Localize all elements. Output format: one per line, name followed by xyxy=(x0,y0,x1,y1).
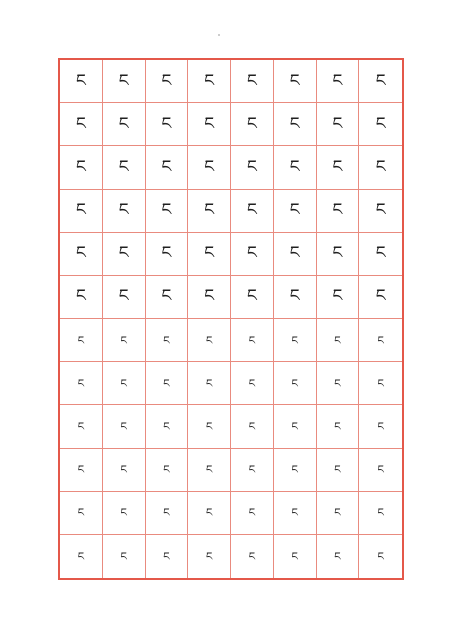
grid-cell: ང xyxy=(274,319,317,362)
grid-cell: ང xyxy=(60,319,103,362)
grid-cell: ང xyxy=(146,233,189,276)
grid-cell: ང xyxy=(317,535,360,578)
grid-cell: ང xyxy=(274,405,317,448)
grid-cell: ང xyxy=(103,449,146,492)
grid-cell: ང xyxy=(274,492,317,535)
grid-cell: ང xyxy=(274,103,317,146)
grid-cell: ང xyxy=(60,449,103,492)
grid-cell: ང xyxy=(146,103,189,146)
grid-cell: ང xyxy=(317,362,360,405)
grid-cell: ང xyxy=(231,535,274,578)
grid-cell: ང xyxy=(103,146,146,189)
grid-cell: ང xyxy=(188,233,231,276)
grid-cell: ང xyxy=(359,362,402,405)
grid-cell: ང xyxy=(188,449,231,492)
grid-cell: ང xyxy=(317,492,360,535)
grid-cell: ང xyxy=(146,449,189,492)
grid-cell: ང xyxy=(231,146,274,189)
grid-cell: ང xyxy=(103,190,146,233)
grid-cell: ང xyxy=(146,319,189,362)
grid-cell: ང xyxy=(231,362,274,405)
grid-cell: ང xyxy=(231,276,274,319)
grid-cell: ང xyxy=(317,405,360,448)
grid-cell: ང xyxy=(359,449,402,492)
grid-cell: ང xyxy=(274,60,317,103)
grid-cell: ང xyxy=(146,60,189,103)
grid-cell: ང xyxy=(359,103,402,146)
grid-cell: ང xyxy=(103,276,146,319)
grid-cell: ང xyxy=(103,319,146,362)
paper-speck xyxy=(218,34,220,36)
grid-cell: ང xyxy=(103,60,146,103)
grid-cell: ང xyxy=(146,535,189,578)
grid-cell: ང xyxy=(317,233,360,276)
grid-cell: ང xyxy=(274,535,317,578)
grid-cell: ང xyxy=(188,276,231,319)
grid-cell: ང xyxy=(377,549,384,563)
grid-cell: ང xyxy=(146,362,189,405)
grid-cell: ང xyxy=(359,190,402,233)
grid-cell: ང xyxy=(60,103,103,146)
grid-cell: ང xyxy=(359,233,402,276)
grid-cell: ང xyxy=(146,146,189,189)
grid-cell: ང xyxy=(231,233,274,276)
grid-cell: ང xyxy=(188,492,231,535)
grid-cell: ང xyxy=(317,276,360,319)
grid-cell: ང xyxy=(103,362,146,405)
grid-cell: ང xyxy=(188,362,231,405)
grid-cell: ང xyxy=(231,103,274,146)
grid-cell: ང xyxy=(188,319,231,362)
grid-cell: ང xyxy=(146,492,189,535)
grid-cell: ང xyxy=(60,276,103,319)
grid-cell: ང xyxy=(146,276,189,319)
grid-cell: ང xyxy=(317,103,360,146)
grid-cell: ང xyxy=(103,233,146,276)
grid-cell: ང xyxy=(60,405,103,448)
grid-cell: ང xyxy=(359,276,402,319)
grid-cell: ང xyxy=(103,492,146,535)
grid-cell: ང xyxy=(103,103,146,146)
grid-cell: ང xyxy=(188,146,231,189)
grid-cell: ང xyxy=(359,319,402,362)
grid-cell: ང xyxy=(188,535,231,578)
grid-cell: ང xyxy=(231,405,274,448)
grid-cell: ང xyxy=(359,405,402,448)
grid-cell: ང xyxy=(188,60,231,103)
grid-cell: ང xyxy=(274,449,317,492)
grid-cell: ང xyxy=(274,362,317,405)
grid-cell: ང xyxy=(60,362,103,405)
grid-cell: ང xyxy=(359,60,402,103)
writing-grid xyxy=(58,58,404,580)
grid-cell: ང xyxy=(231,319,274,362)
grid-cell: ང xyxy=(359,146,402,189)
grid-cell: ང xyxy=(103,535,146,578)
grid-cell: ང xyxy=(60,492,103,535)
grid-cell: ང xyxy=(317,190,360,233)
grid-cell: ང xyxy=(60,60,103,103)
grid-cell: ང xyxy=(317,60,360,103)
grid-cell: ང xyxy=(231,60,274,103)
grid-cell: ང xyxy=(231,492,274,535)
grid-cell: ང xyxy=(188,190,231,233)
grid-cell: ང xyxy=(274,190,317,233)
grid-cell: ང xyxy=(274,233,317,276)
grid-cell: ང xyxy=(188,103,231,146)
grid-cell: ང xyxy=(60,535,103,578)
grid-cell: ང xyxy=(317,319,360,362)
grid-cell: ང xyxy=(146,190,189,233)
grid-cell: ང xyxy=(274,276,317,319)
grid-cell: ང xyxy=(188,405,231,448)
grid-cell: ང xyxy=(274,146,317,189)
grid-cell: ང xyxy=(231,449,274,492)
grid-cell: ང xyxy=(60,233,103,276)
grid-cell: ང xyxy=(60,190,103,233)
grid-cell: ང xyxy=(60,146,103,189)
grid-cell: ང xyxy=(146,405,189,448)
grid-cell: ང xyxy=(231,190,274,233)
grid-cell: ང xyxy=(359,492,402,535)
grid-cell: ང xyxy=(103,405,146,448)
grid-cell: ང xyxy=(317,449,360,492)
grid-cell: ང xyxy=(317,146,360,189)
